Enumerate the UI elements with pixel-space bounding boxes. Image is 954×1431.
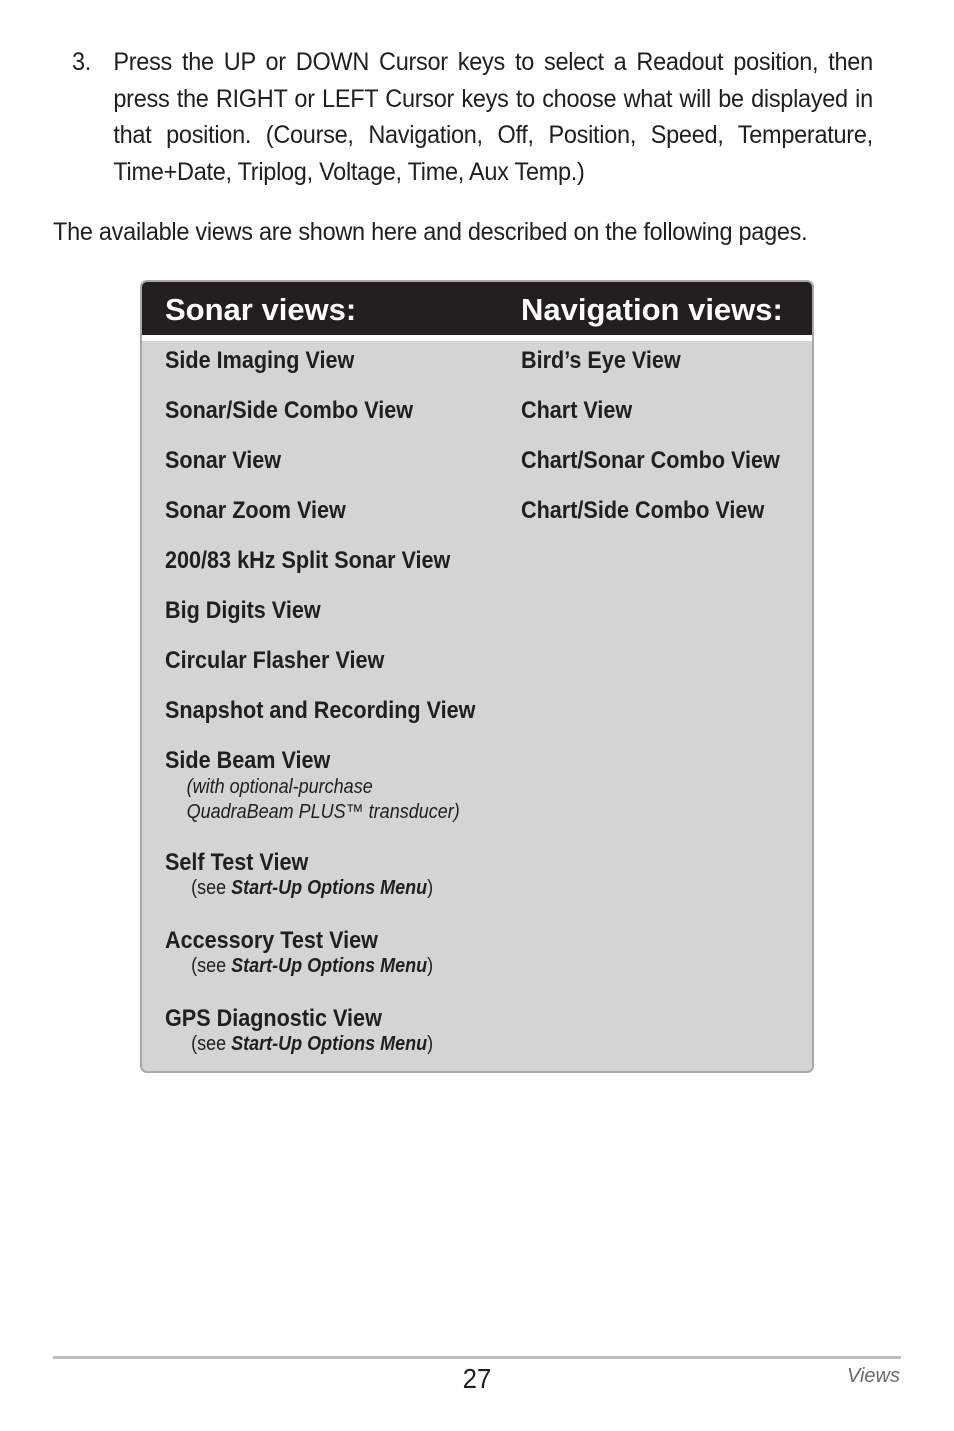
sonar-views-list (165, 346, 510, 1073)
sonar-view-item (165, 546, 475, 596)
sonar-view-item (165, 848, 475, 926)
view-name: Side Beam View (165, 747, 331, 774)
view-note: QuadraBeam PLUS™ transducer) (186, 801, 460, 823)
view-name: Sonar/Side Combo View (165, 397, 414, 424)
view-name: 200/83 kHz Split Sonar View (165, 547, 451, 574)
sonar-view-item (165, 446, 475, 496)
view-name: Chart View (521, 397, 633, 424)
view-see-reference: (see Start-Up Options Menu) (191, 955, 434, 977)
view-name: GPS Diagnostic View (165, 1005, 382, 1032)
step-3 (72, 44, 873, 190)
view-name: Snapshot and Recording View (165, 697, 476, 724)
view-name: Sonar View (165, 447, 282, 474)
step-text: Press the UP or DOWN Cursor keys to select a Readout position, then press the RIGHT or LEFT Cursor keys to choose what will be displayed in that position. (Course, Navigation, Off, Position, Speed, Temperature, Time+Date, Triplog, Voltage, Time, Aux Temp.) (113, 48, 873, 186)
step-number: 3. (72, 48, 92, 76)
navigation-view-item (521, 446, 780, 496)
view-see-reference: (see Start-Up Options Menu) (191, 1033, 434, 1055)
views-panel (140, 280, 814, 1073)
view-name: Self Test View (165, 849, 309, 876)
views-panel-header (142, 282, 812, 341)
view-name: Accessory Test View (165, 927, 378, 954)
sonar-view-item (165, 1004, 475, 1073)
menu-reference: Start-Up Options Menu (231, 877, 428, 899)
navigation-views-heading: Navigation views: (521, 292, 783, 327)
sonar-view-item (165, 596, 475, 646)
view-name: Chart/Side Combo View (521, 497, 765, 524)
view-name: Sonar Zoom View (165, 497, 346, 524)
navigation-views-list (521, 346, 809, 546)
footer-rule (53, 1356, 901, 1359)
sonar-view-item (165, 646, 475, 696)
menu-reference: Start-Up Options Menu (231, 1033, 428, 1055)
page-number: 27 (462, 1363, 492, 1394)
view-see-reference: (see Start-Up Options Menu) (191, 877, 434, 899)
navigation-view-item (521, 396, 780, 446)
intro-paragraph: The available views are shown here and described on the following pages. (53, 218, 808, 246)
view-name: Big Digits View (165, 597, 321, 624)
sonar-view-item (165, 396, 475, 446)
sonar-view-item (165, 346, 475, 396)
view-name: Bird’s Eye View (521, 347, 681, 374)
view-note: (with optional-purchase (186, 776, 373, 798)
sonar-view-item (165, 496, 475, 546)
sonar-views-heading: Sonar views: (165, 292, 357, 327)
menu-reference: Start-Up Options Menu (231, 955, 428, 977)
navigation-view-item (521, 496, 780, 546)
sonar-view-item (165, 696, 475, 746)
sonar-view-item (165, 746, 475, 848)
view-name: Side Imaging View (165, 347, 355, 374)
sonar-view-item (165, 926, 475, 1004)
view-name: Circular Flasher View (165, 647, 385, 674)
view-name: Chart/Sonar Combo View (521, 447, 780, 474)
section-name: Views (847, 1365, 900, 1387)
navigation-view-item (521, 346, 780, 396)
